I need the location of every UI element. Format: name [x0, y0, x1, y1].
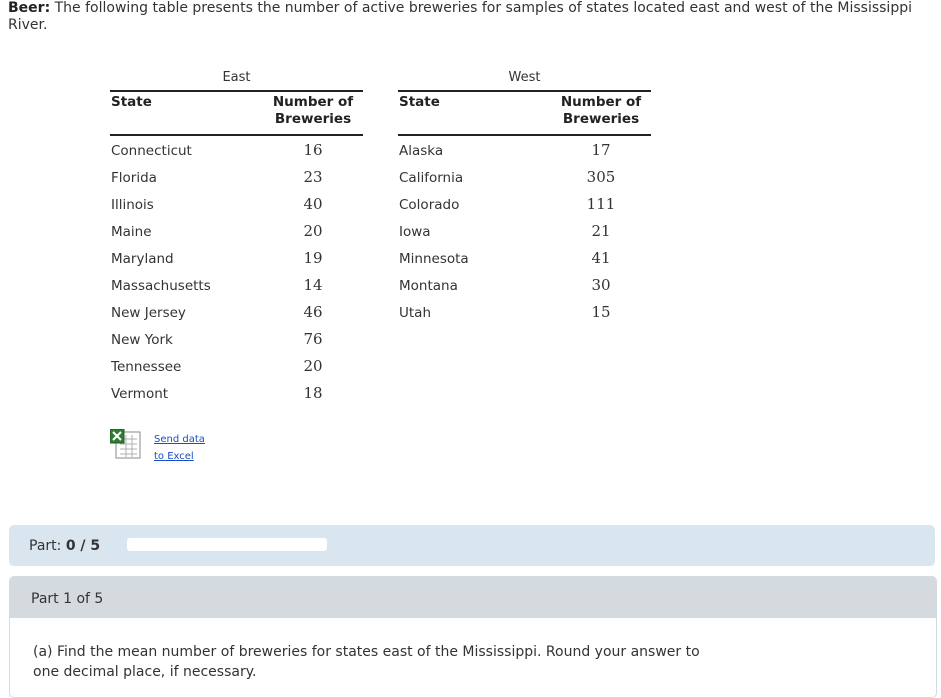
- east-row-state: New York: [111, 332, 173, 348]
- east-row-state: Illinois: [111, 197, 154, 213]
- west-row-state: California: [399, 170, 464, 186]
- west-row-state: Iowa: [399, 224, 431, 240]
- progress-track: [127, 538, 327, 551]
- east-header-rule: [110, 134, 363, 136]
- west-top-rule: [398, 90, 651, 92]
- east-row-state: Massachusetts: [111, 278, 211, 294]
- west-row-num: 17: [591, 141, 611, 159]
- east-header-line2: Breweries: [274, 111, 352, 127]
- east-row-num: 76: [303, 330, 323, 348]
- east-row-num: 14: [303, 276, 323, 294]
- east-top-rule: [110, 90, 363, 92]
- east-row-num: 18: [303, 384, 323, 402]
- part-progress-bar: [9, 525, 935, 566]
- west-table-title: West: [508, 70, 541, 85]
- east-header-breweries: [253, 94, 373, 128]
- east-row-state: Florida: [111, 170, 157, 186]
- west-row-num: 30: [591, 276, 611, 294]
- west-row-num: 15: [591, 303, 611, 321]
- east-row-state: Vermont: [111, 386, 169, 402]
- west-row-num: 111: [586, 195, 616, 213]
- west-header-breweries: [541, 94, 661, 128]
- east-header-line1: Number of: [272, 94, 354, 110]
- send-to-excel-link[interactable]: [154, 431, 205, 465]
- west-header-state: State: [399, 94, 440, 110]
- east-row-state: Connecticut: [111, 143, 192, 159]
- west-row-state: Alaska: [399, 143, 444, 159]
- question-text: (a) Find the mean number of breweries for states east of the Mississippi. Round your answer to one decimal place, if necessary.: [33, 644, 700, 680]
- east-row-num: 40: [303, 195, 323, 213]
- west-row-num: 305: [586, 168, 616, 186]
- part1-title: Part 1 of 5: [31, 591, 104, 607]
- west-row-state: Minnesota: [399, 251, 469, 267]
- part-label-text: Part:: [29, 538, 66, 554]
- east-row-state: New Jersey: [111, 305, 186, 321]
- east-row-num: 46: [303, 303, 323, 321]
- part-label-value: 0 / 5: [65, 538, 101, 554]
- east-row-state: Maine: [111, 224, 152, 240]
- east-row-num: 23: [303, 168, 323, 186]
- problem-label: Beer:: [8, 0, 51, 16]
- east-row-num: 20: [303, 357, 323, 375]
- problem-text: The following table presents the number of active breweries for samples of states located east and west of the Mississippi River.: [8, 0, 912, 33]
- west-row-state: Utah: [399, 305, 432, 321]
- east-row-state: Tennessee: [111, 359, 182, 375]
- excel-icon[interactable]: [110, 429, 144, 459]
- west-header-line1: Number of: [560, 94, 642, 110]
- send-to-excel-line1[interactable]: Send data: [154, 434, 205, 445]
- west-row-num: 41: [591, 249, 611, 267]
- part-progress-label: [29, 538, 100, 554]
- east-row-state: Maryland: [111, 251, 174, 267]
- west-header-rule: [398, 134, 651, 136]
- west-row-state: Colorado: [399, 197, 460, 213]
- east-row-num: 20: [303, 222, 323, 240]
- west-row-state: Montana: [399, 278, 458, 294]
- part1-panel: [9, 576, 937, 698]
- problem-intro: [8, 0, 928, 34]
- east-row-num: 19: [303, 249, 323, 267]
- west-row-num: 21: [591, 222, 611, 240]
- part1-header: [10, 577, 936, 618]
- send-to-excel-line2[interactable]: to Excel: [154, 451, 194, 462]
- west-header-line2: Breweries: [562, 111, 640, 127]
- east-row-num: 16: [303, 141, 323, 159]
- east-table-title: East: [222, 70, 251, 85]
- east-header-state: State: [111, 94, 152, 110]
